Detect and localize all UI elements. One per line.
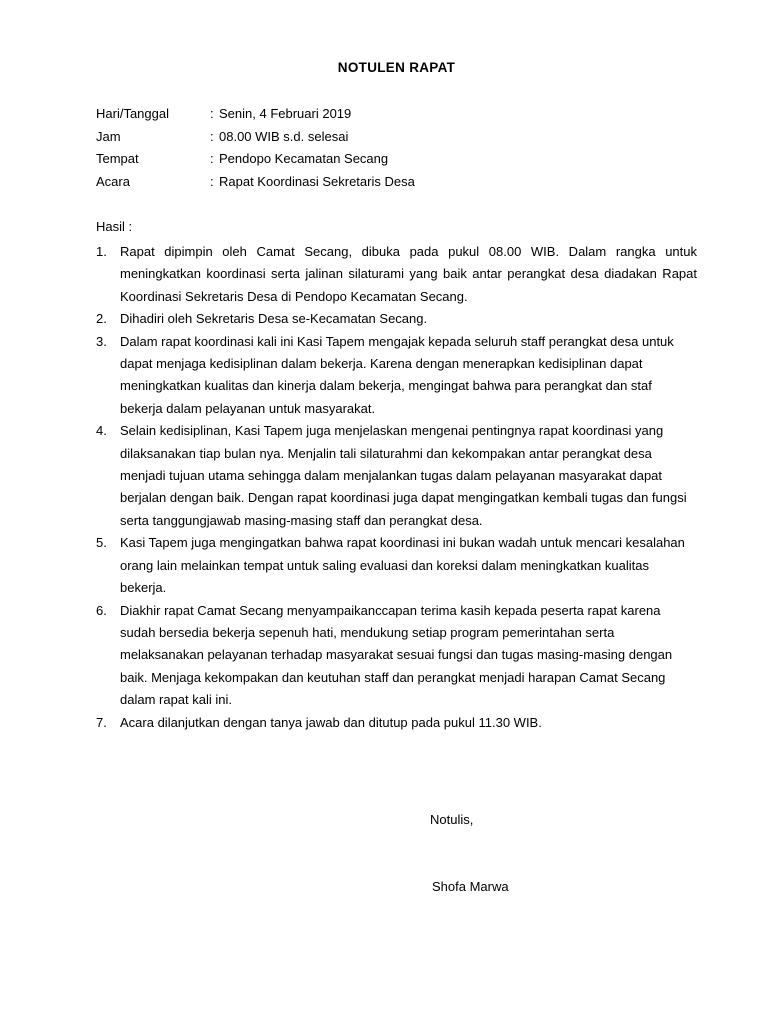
metadata-value: 08.00 WIB s.d. selesai <box>219 128 349 144</box>
list-item <box>96 308 697 330</box>
list-item-number: 4. <box>96 423 107 439</box>
metadata-label: Jam <box>96 128 121 144</box>
metadata-label: Hari/Tanggal <box>96 106 169 121</box>
list-item-text: Kasi Tapem juga mengingatkan bahwa rapat koordinasi ini bukan wadah untuk mencari kesalahan orang lain melainkan tempat untuk saling evaluasi dan koreksi dalam meningkatkan kualitas bekerja. <box>120 535 685 596</box>
list-item-text: Dalam rapat koordinasi kali ini Kasi Tapem mengajak kepada seluruh staff perangkat desa untuk dapat menjaga kedisiplinan dalam bekerja. Karena dengan menerapkan kedisiplinan dapat meningkatkan kualitas dan kinerja dalam bekerja, mengingat bahwa para perangkat dan staf bekerja dalam pelayanan untuk masyarakat. <box>120 333 674 416</box>
metadata-colon: : <box>210 173 214 189</box>
metadata-value: Senin, 4 Februari 2019 <box>219 106 352 121</box>
metadata-row-hari-tanggal <box>96 106 697 129</box>
list-item <box>96 241 697 308</box>
list-item-number: 2. <box>96 311 107 327</box>
signature-role: Notulis, <box>430 812 474 827</box>
metadata-colon: : <box>210 106 214 121</box>
metadata-row-jam <box>96 129 697 152</box>
list-item-text: Dihadiri oleh Sekretaris Desa se-Kecamatan Secang. <box>120 311 428 327</box>
list-item-text: Diakhir rapat Camat Secang menyampaikanccapan terima kasih kepada peserta rapat karena sudah bersedia bekerja sepenuh hati, mendukung setiap program pemerintahan serta melaksanakan pelayanan terhadap masyarakat sesuai fungsi dan tugas masing-masing dengan baik. Menjaga kekompakan dan keutuhan staff dan perangkat menjadi harapan Camat Secang dalam rapat kali ini. <box>120 602 673 708</box>
metadata-label: Tempat <box>96 151 139 166</box>
results-list <box>96 241 697 734</box>
metadata-colon: : <box>210 128 214 144</box>
list-item <box>96 420 697 532</box>
list-item-number: 5. <box>96 535 107 551</box>
list-item-number: 7. <box>96 714 107 730</box>
list-item-number: 3. <box>96 333 107 349</box>
list-item <box>96 532 697 599</box>
results-section-label: Hasil : <box>96 219 133 234</box>
list-item-text: Selain kedisiplinan, Kasi Tapem juga menjelaskan mengenai pentingnya rapat koordinasi yang dilaksanakan tiap bulan nya. Menjalin tali silaturahmi dan kekompakan antar perangkat desa menjadi tujuan utama sehingga dalam menjalankan tugas dalam pelayanan masyarakat dapat berjalan dengan baik. Dengan rapat koordinasi juga dapat mengingatkan kembali tugas dan fungsi serta tanggungjawab masing-masing staff dan perangkat desa. <box>120 423 687 528</box>
signature-name: Shofa Marwa <box>432 879 509 894</box>
metadata-label: Acara <box>96 173 130 189</box>
metadata-value: Pendopo Kecamatan Secang <box>219 151 389 166</box>
list-item <box>96 331 697 421</box>
list-item <box>96 712 697 734</box>
metadata-colon: : <box>210 151 214 166</box>
metadata-row-acara <box>96 174 697 197</box>
list-item-text: Rapat dipimpin oleh Camat Secang, dibuka pada pukul 08.00 WIB. Dalam rangka untuk meningkatkan koordinasi serta jalinan silaturami yang baik antar perangkat desa diadakan Rapat Koordinasi Sekretaris Desa di Pendopo Kecamatan Secang. <box>120 244 697 304</box>
list-item-text: Acara dilanjutkan dengan tanya jawab dan ditutup pada pukul 11.30 WIB. <box>120 714 542 730</box>
list-item-number: 6. <box>96 602 107 618</box>
metadata-row-tempat <box>96 151 697 174</box>
list-item <box>96 600 697 712</box>
meeting-metadata <box>96 106 697 196</box>
page-title: NOTULEN RAPAT <box>337 60 456 75</box>
list-item-number: 1. <box>96 244 107 259</box>
metadata-value: Rapat Koordinasi Sekretaris Desa <box>219 173 415 189</box>
